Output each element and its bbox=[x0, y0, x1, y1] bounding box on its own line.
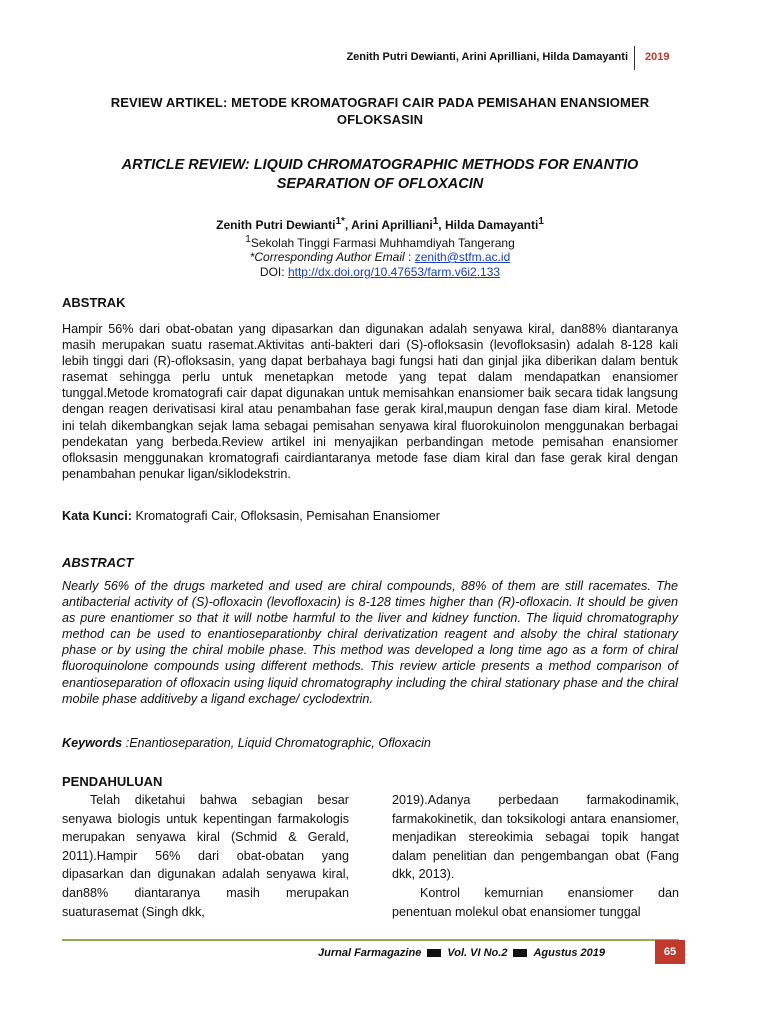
abstrak-text: Hampir 56% dari obat-obatan yang dipasarkan dan digunakan adalah senyawa kiral, dan88% diantaranya masih merupakan suatu rasemat.Aktivitas anti-bakteri dari (S)-ofloksasin (levofloksasin) adalah 8-128 kali lebih tinggi dari (R)-ofloksasin, yang dapat berbahaya bagi fungsi hati dan ginjal jika diberikan dalam bentuk rasemat sehingga perlu untuk menetapkan metode yang tepat dalam mendapatkan enansiomer tunggal.Metode kromatografi cair dapat digunakan untuk memisahkan enansiomer baik secara tidak langsung dengan reagen derivatisasi kiral atau penambahan fase gerak kiral,maupun dengan fase diam kiral. Metode ini telah dikembangkan sejak lama sebagai pemisahan senyawa kiral fluorokuinolon menggunakan berbagai pendekatan yang berbeda.Review artikel ini menyajikan perbandingan metode pemisahan enansiomer ofloksasin menggunakan kromatografi cairdiantaranya metode fase diam kiral dan fase gerak kiral dengan penambahan penukar ligan/siklodekstrin. bbox=[62, 322, 678, 481]
title-english-line1: ARTICLE REVIEW: LIQUID CHROMATOGRAPHIC METHODS FOR ENANTIO bbox=[121, 157, 639, 173]
doi-link[interactable]: http://dx.doi.org/10.47653/farm.v6i2.133 bbox=[287, 265, 501, 279]
keywords bbox=[62, 736, 431, 750]
running-header-year: 2019 bbox=[645, 51, 670, 63]
doi bbox=[60, 265, 700, 279]
affiliation bbox=[60, 234, 700, 250]
author-1: Zenith Putri Dewianti bbox=[216, 218, 336, 232]
footer-volume: Vol. VI No.2 bbox=[447, 947, 508, 959]
affiliation-sup: 1 bbox=[245, 234, 251, 245]
pendahuluan-right-column bbox=[392, 791, 679, 921]
running-header-authors: Zenith Putri Dewianti, Arini Aprilliani, Hilda Damayanti bbox=[346, 51, 628, 63]
author-2: Arini Aprilliani bbox=[351, 218, 433, 232]
footer-rule bbox=[62, 939, 679, 941]
keywords-text: :Enantioseparation, Liquid Chromatographic, Ofloxacin bbox=[125, 736, 431, 750]
pendahuluan-left-column: Telah diketahui bahwa sebagian besar senyawa biologis untuk kepentingan farmakologis merupakan senyawa kiral (Schmid & Gerald, 2011).Hampir 56% dari obat-obatan yang dipasarkan dan digunakan adalah senyawa kiral, dan88% diantaranya masih merupakan suaturasemat (Singh dkk, bbox=[62, 793, 349, 919]
kata-kunci-label: Kata Kunci: bbox=[62, 509, 132, 523]
title-english-line2: SEPARATION OF OFLOXACIN bbox=[276, 176, 484, 192]
author-3: Hilda Damayanti bbox=[444, 218, 539, 232]
corresponding-author: *Corresponding Author Email : zenith@stfm.ac.id bbox=[249, 250, 511, 264]
pendahuluan-right-paragraph-2: Kontrol kemurnian enansiomer dan penentuan molekul obat enansiomer tunggal bbox=[392, 885, 679, 919]
pendahuluan-heading: PENDAHULUAN bbox=[62, 774, 163, 789]
title-indonesian-line1: REVIEW ARTIKEL: METODE KROMATOGRAFI CAIR PADA PEMISAHAN ENANSIOMER bbox=[110, 95, 650, 110]
footer bbox=[318, 947, 605, 959]
keywords-label: Keywords bbox=[62, 736, 123, 750]
author-3-sup: 1 bbox=[538, 216, 544, 227]
kata-kunci bbox=[62, 509, 440, 523]
pendahuluan-right-paragraph-1: 2019).Adanya perbedaan farmakodinamik, farmakokinetik, dan toksikologi antara enansiomer, menjadikan stereokimia sebagai topik hangat dalam penelitian dan pengembangan obat (Fang dkk, 2013). bbox=[392, 793, 679, 882]
abstract-heading: ABSTRACT bbox=[62, 555, 134, 570]
page-number: 65 bbox=[655, 940, 685, 964]
affiliation-text: Sekolah Tinggi Farmasi Muhhamdiyah Tangerang bbox=[250, 236, 515, 250]
corresponding-label: *Corresponding Author Email bbox=[249, 250, 405, 264]
square-bullet-icon bbox=[427, 948, 441, 958]
title-english bbox=[60, 156, 700, 194]
header-divider bbox=[634, 46, 635, 70]
square-bullet-icon bbox=[513, 948, 527, 958]
footer-journal: Jurnal Farmagazine bbox=[318, 947, 422, 959]
footer-date: Agustus 2019 bbox=[533, 947, 605, 959]
title-indonesian bbox=[60, 94, 700, 128]
corresponding-email-link[interactable]: zenith@stfm.ac.id bbox=[414, 250, 511, 264]
kata-kunci-text: Kromatografi Cair, Ofloksasin, Pemisahan Enansiomer bbox=[135, 509, 440, 523]
author-2-sup: 1 bbox=[432, 216, 439, 227]
abstrak-heading: ABSTRAK bbox=[62, 295, 126, 310]
doi-label: DOI: bbox=[259, 265, 285, 279]
author-list: Zenith Putri Dewianti$^{1*}$, Arini Aprilliani$^1$, Hilda Damayanti$^1$ bbox=[216, 216, 544, 232]
abstract-text: Nearly 56% of the drugs marketed and used are chiral compounds, 88% of them are still racemates. The antibacterial activity of (S)-ofloxacin (levofloxacin) is 8-128 times higher than (R)-ofloxacin. It should be given as pure enantiomer so that it will notbe harmful to the liver and kidney function. The liquid chromatography method can be used to enantioseparationby chiral derivatization reagent and alsoby the chiral stationary phase or by using the chiral mobile phase. This method was developed a long time ago as a form of chiral fluoroquinolone compounds using different methods. This review article presents a method comparison of enantioseparation of ofloxacin using liquid chromatography including the chiral stationary phase and the chiral mobile phase additiveby a ligand exchage/ cyclodextrin. bbox=[62, 579, 678, 706]
title-indonesian-line2: OFLOKSASIN bbox=[336, 112, 424, 127]
author-1-sup: 1* bbox=[335, 216, 345, 227]
